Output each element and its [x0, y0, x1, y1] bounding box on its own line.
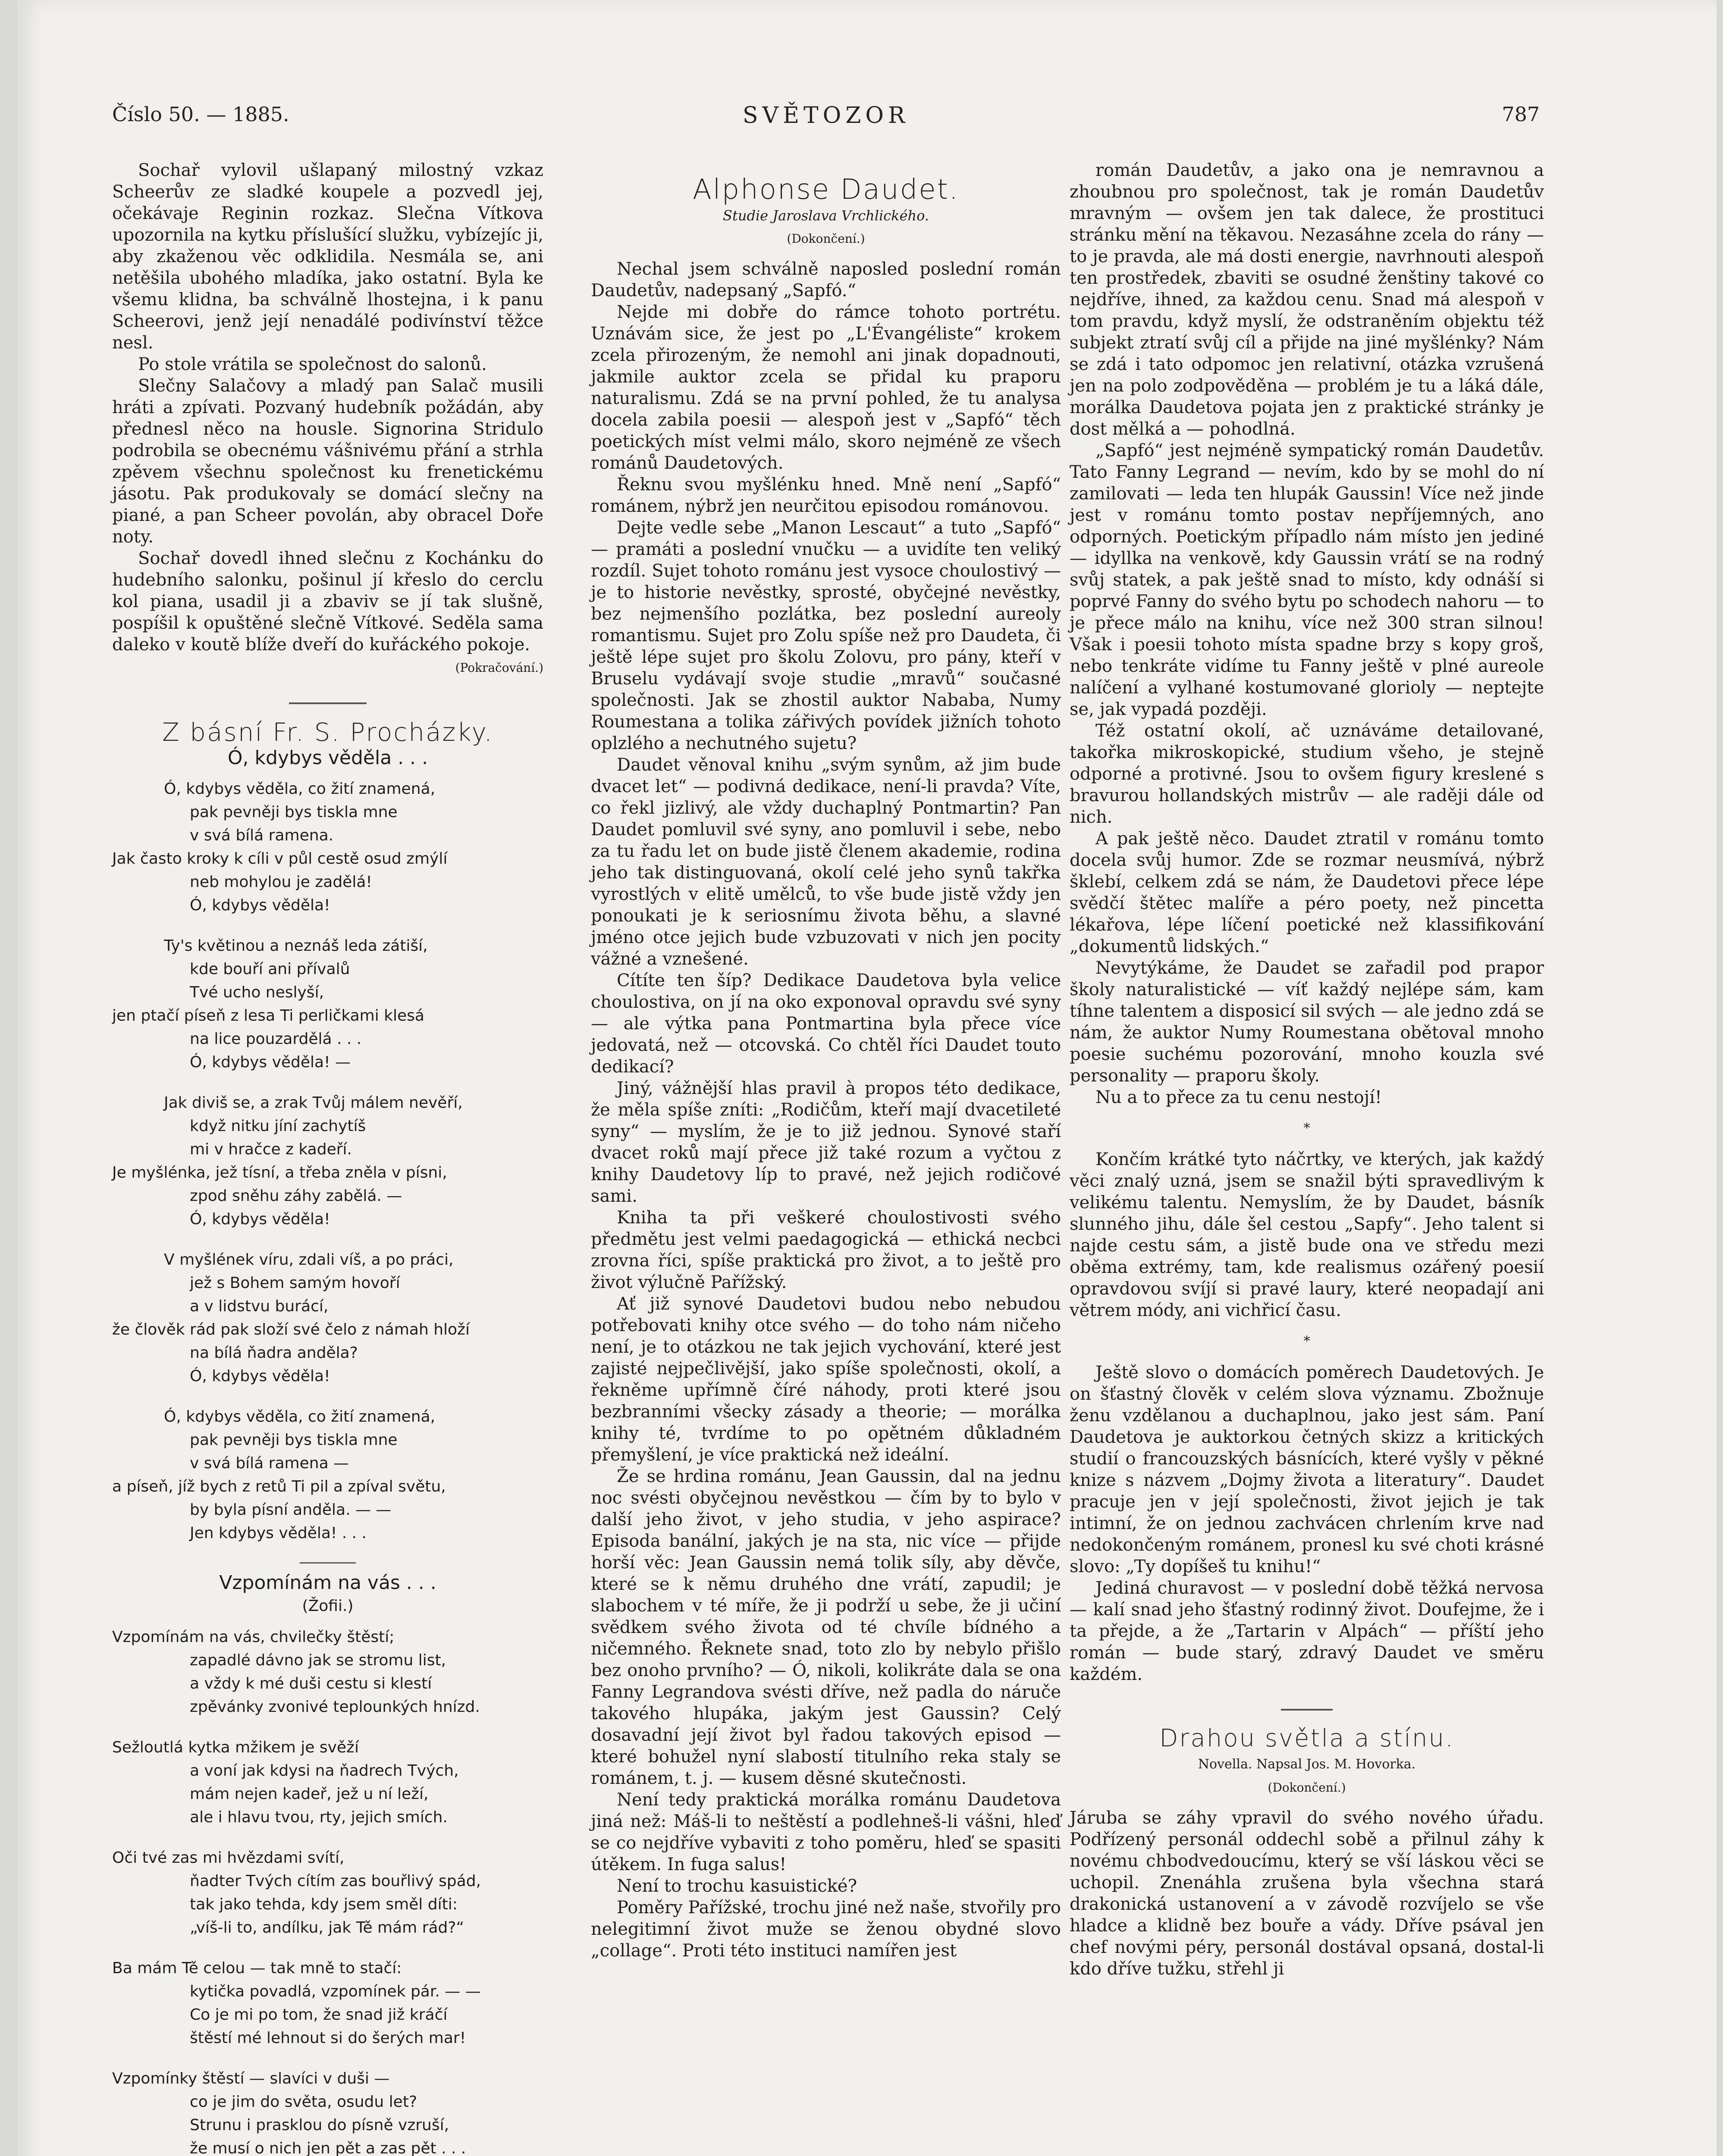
novella-concluded: (Dokončení.): [1268, 1780, 1346, 1795]
issue-number: Číslo 50. — 1885.: [112, 103, 289, 126]
poem-line: Sežloutlá kytka mžikem je svěží: [112, 1739, 359, 1756]
poem-line: kytička povadlá, vzpomínek pár. — —: [190, 1983, 481, 2000]
poem-stanza: [112, 1736, 543, 1829]
poem-line: jež s Bohem samým hovoří: [190, 1274, 400, 1292]
poem-stanza: [112, 777, 543, 917]
column-left: [112, 160, 543, 2156]
poem-line: Jen kdybys věděla! . . .: [190, 1524, 367, 1542]
paragraph: Nevytýkáme, že Daudet se zařadil pod prapor školy naturalistické — víť každý nejlépe sám, kam tíhne talentem a disposicí sil svých — ale jedno zdá se nám, že auktor Numy Roumestana obětoval mnoho poesie suchému pozorování, mnoho kouzla své personality — praporu školy.: [1070, 958, 1544, 1086]
poem2-title: Vzpomínám na vás . . .: [219, 1572, 436, 1594]
poem1-title: Ó, kdybys věděla . . .: [227, 747, 428, 769]
novella-text: Járuba se záhy vpravil do svého nového úřadu. Podřízený personál oddechl sobě a přilnul záhy k novému chbodvedoucímu, který se vší láskou věci se uchopil. Znenáhla zrušena byla všechna stará drakonická ustanovení a v závodě rozvíjelo se vše hladce a klidně bez bouře a vády. Dříve psával jen chef novými péry, personál dostával opsaná, dostal-li kdo dříve tužku, střehl ji: [1070, 1808, 1544, 1979]
paragraph: Jediná churavost — v poslední době těžká nervosa — kalí snad jeho šťastný rodinný život. Doufejme, že i ta přejde, a že „Tartarin v Alpách“ — příští jeho román — bude starý, zdravý Daudet ve směru každém.: [1070, 1578, 1544, 1684]
paragraph: Dejte vedle sebe „Manon Lescaut“ a tuto „Sapfó“ — pramáti a poslední vnučku — a uvidíte ten veliký rozdíl. Sujet tohoto románu jest vysoce choulostivý — je to historie nevěstky, sprosté, obyčejné nevěstky, bez nejmenšího pozlátka, bez poslední aureoly romantismu. Sujet pro Zolu spíše než pro Daudeta, či ještě lépe sujet pro školu Zolovu, pro pány, kteří v Bruselu vydávají svoje studie „mravů“ současné společnosti. Jak se zhostil auktor Nababa, Numy Roumestana a tolika zářivých povídek jižních tohoto oplzlého a nechutného sujetu?: [591, 518, 1061, 753]
paragraph: Řeknu svou myšlénku hned. Mně není „Sapfó“ románem, nýbrž jen neurčitou episodou románovou.: [591, 475, 1061, 516]
poem-line: zpěvánky zvonivé teplounkých hnízd.: [190, 1698, 480, 1716]
paragraph: Že se hrdina románu, Jean Gaussin, dal na jednu noc svésti obyčejnou nevěstkou — čím by to bylo v další jeho život, v jeho studia, v jeho aspirace? Episoda banální, jakých je na sta, nic více — přijde horší věc: Jean Gaussin nemá tolik síly, aby děvče, které se k němu druhého dne vrátí, zapudil; je slabochem v té míře, že ji podrží u sebe, že ji učiní svědkem svého života od té chvíle bídného a ničemného. Řeknete snad, toto zlo by nebylo přišlo bez onoho prvního? — Ó, nikoli, kolikráte dala se ona Fanny Legrandova svésti dříve, než padla do náruče takového hlupáka, jakým jest Gaussin? Celý dosavadní její život byl řadou takových episod — které bohužel nyní slabostí titulního reka staly se románem, t. j. — kusem děsné skutečnosti.: [591, 1467, 1061, 1788]
paragraph: Poměry Pařížské, trochu jiné než naše, stvořily pro nelegitimní život muže se ženou obydné slovo „collage“. Proti této instituci namířen jest: [591, 1898, 1061, 1961]
poem-line: a píseň, jíž bych z retů Ti pil a zpíval světu,: [112, 1478, 446, 1495]
poems-heading: Z básní Fr. S. Procházky.: [162, 718, 493, 747]
paragraph: Není to trochu kasuistické?: [617, 1876, 857, 1896]
continued-note: (Pokračování.): [455, 661, 543, 675]
poem-line: Ó, kdybys věděla!: [190, 1367, 330, 1385]
poem-line: Jak často kroky k cíli v půl cestě osud zmýlí: [112, 850, 448, 868]
poem-line: Ó, kdybys věděla! —: [190, 1053, 351, 1071]
divider: [300, 1562, 356, 1564]
story-continuation: [112, 160, 543, 655]
section-star: *: [1303, 1334, 1310, 1349]
novella-byline: Novella. Napsal Jos. M. Hovorka.: [1198, 1757, 1416, 1772]
poem-stanza: [112, 1626, 543, 1719]
poem-line: pak pevněji bys tiskla mne: [190, 803, 398, 821]
poem-line: ale i hlavu tvou, rty, jejich smích.: [190, 1808, 448, 1826]
poem-line: pak pevněji bys tiskla mne: [190, 1431, 398, 1449]
paragraph: Sochař vylovil ušlapaný milostný vzkaz Scheerův ze sladké koupele a pozvedl jej, očekávaje Reginin rozkaz. Slečna Vítkova upozornila na kytku příslušící služku, vybízejíc ji, aby zkaženou věc odklidila. Nesmála se, ani netěšila ubohého mladíka, jako ostatní. Byla ke všemu klidna, ba schválně lhostejna, i k panu Scheerovi, jenž její nenadálé podivínství těžce nesl.: [112, 160, 543, 353]
article-body-continued: [1070, 160, 1544, 1108]
paragraph: Jiný, vážnější hlas pravil à propos této dedikace, že měla spíše zníti: „Rodičům, kteří mají dvacetileté syny“ — myslím, že je to již jednou. Synové staří dvacet roků mají přece již také rozum a vyčtou z knihy Daudetovy líp to pravé, než jejich rodičové sami.: [591, 1078, 1061, 1206]
newspaper-page: [17, 0, 1717, 2156]
poem-line: Co je mi po tom, že snad již kráčí: [190, 2006, 448, 2024]
journal-title: SVĚTOZOR: [742, 103, 910, 128]
poem-line: Vzpomínám na vás, chvilečky štěstí;: [112, 1628, 395, 1646]
concluded-note: (Dokončení.): [787, 232, 865, 246]
poem-line: Ba mám Tě celou — tak mně to stačí:: [112, 1959, 402, 1977]
paragraph: „Sapfó“ jest nejméně sympatický román Daudetův. Tato Fanny Legrand — nevím, kdo by se mohl do ní zamilovati — leda ten hlupák Gaussin! Více než jinde jest v románu tomto postav nepříjemných, ano odporných. Poetickým případlo nám místo jen jediné — idyllka na venkově, kdy Gaussin vrátí se na rodný svůj statek, a pak ještě snad to místo, kdy odnáší si poprvé Fanny do svého bytu po schodech nahoru — to je přece málo na knihu, více než 300 stran silnou! Však i poesii tohoto místa spadne brzy s kopy groš, nebo tenkráte vidíme tu Fanny ještě v plné aureole nalíčení a vylhané kostumované glorioly — neptejte se, jak vypadá později.: [1070, 441, 1544, 719]
divider: [1281, 1709, 1333, 1711]
poem-line: zpod sněhu záhy zabělá. —: [190, 1187, 402, 1205]
poem-line: Strunu i prasklou do písně vzruší,: [190, 2116, 449, 2134]
poem-line: neb mohylou je zadělá!: [190, 873, 372, 891]
paragraph: Sochař dovedl ihned slečnu z Kochánku do hudebního salonku, pošinul jí křeslo do cerclu kol piana, usadil ji a zbaviv se jí tak slušně, pospíšil k opuštěné slečně Vítkové. Seděla sama daleko v koutě blíže dveří do kuřáckého pokoje.: [112, 548, 543, 655]
paragraph: Nechal jsem schválně naposled poslední román Daudetův, nadepsaný „Sapfó.“: [591, 259, 1061, 301]
poem-stanza: [112, 1248, 543, 1388]
poem-line: Vzpomínky štěstí — slavíci v duši —: [112, 2070, 390, 2087]
article-body-domestic: [1070, 1362, 1544, 1685]
poem-line: tak jako tehda, kdy jsem směl díti:: [190, 1896, 458, 1913]
poem-line: když nitku jíní zachytíš: [190, 1117, 366, 1135]
poem-line: Jak diviš se, a zrak Tvůj málem nevěří,: [164, 1094, 463, 1112]
article-byline: Studie Jaroslava Vrchlického.: [723, 207, 929, 224]
poem-line: jen ptačí píseň z lesa Ti perličkami klesá: [112, 1007, 424, 1025]
poem-line: v svá bílá ramena.: [190, 827, 334, 844]
section-star: *: [1303, 1121, 1310, 1136]
poem-line: a vždy k mé duši cestu si klestí: [190, 1675, 432, 1692]
paragraph: Daudet věnoval knihu „svým synům, až jim bude dvacet let“ — podivná dedikace, není-li pravda? Víte, co řekl jizlivý, ale vždy duchaplný Pontmartin? Pan Daudet pomluvil své syny, ano pomluvil i sebe, nebo za tu řadu let on bude jistě členem akademie, rodina jeho tak distinguovaná, okolí celé jeho synů takřka vyrostlých v elitě umělců, to vše bude jistě vždy jen ponoukati je k seriosnímu života běhu, a slavné jméno otce jejich bude vzbuzovati v nich jen pocity vážné a vznešené.: [591, 755, 1061, 969]
paragraph: Není tedy praktická morálka románu Daudetova jiná než: Máš-li to neštěstí a podlehneš-li vášni, hleď se co nejdříve vybaviti z toho poměru, hleď se spasiti útěkem. In fuga salus!: [591, 1790, 1061, 1874]
poem-stanza: [112, 1091, 543, 1231]
paragraph: Též ostatní okolí, ač uznáváme detailované, takořka mikroskopické, studium všeho, je stejně odporné a protivné. Jsou to ovšem figury kreslené s bravurou hollandských mistrův — ale raději dále od nich.: [1070, 721, 1544, 827]
paragraph: Nejde mi dobře do rámce tohoto portrétu. Uznávám sice, že jest po „L'Évangéliste“ krokem zcela přirozeným, že nemohl ani jinak dopadnouti, jakmile auktor zcela se přidal ku praporu naturalismu. Zdá se na první pohled, že tu analysa docela zabila poesii — alespoň jest v „Sapfó“ těch poetických míst velmi málo, skoro nejméně ze všech románů Daudetových.: [591, 302, 1061, 473]
paragraph: A pak ještě něco. Daudet ztratil v románu tomto docela svůj humor. Zde se rozmar neusmívá, nýbrž šklebí, celkem zdá se nám, že Daudetovi přece lépe svědčí štětec malíře a péro poety, než pincetta lékařova, lépe líčení poetické než klassifikování „dokumentů lidských.“: [1070, 829, 1544, 956]
poem-line: v svá bílá ramena —: [190, 1454, 349, 1472]
column-right: [1070, 160, 1544, 1980]
poem-line: by byla písní anděla. — —: [190, 1501, 392, 1519]
poem-line: a vonı́ jak kdysi na ňadrech Tvých,: [190, 1762, 459, 1780]
poem-stanza: [112, 1957, 543, 2050]
page-header: [112, 103, 1540, 137]
poem-line: Ó, kdybys věděla!: [190, 896, 330, 914]
poem-stanza: [112, 2067, 543, 2156]
poem-line: že člověk rád pak složí své čelo z námah hloží: [112, 1321, 470, 1338]
paragraph: Nu a to přece za tu cenu nestojí!: [1095, 1087, 1382, 1107]
poem-line: kde bouří ani přívalů: [190, 960, 350, 978]
poem-line: Oči tvé zas mi hvězdami svítí,: [112, 1849, 345, 1867]
poem-line: na bílá ňadra anděla?: [190, 1344, 358, 1362]
page-number: 787: [1502, 103, 1540, 126]
poem-line: Tvé ucho neslyší,: [190, 984, 324, 1001]
poem-line: že musí o nich jen pět a zas pět . . .: [190, 2140, 466, 2156]
paragraph: Ještě slovo o domácích poměrech Daudetových. Je on šťastný člověk v celém slova významu. Zbožnuje ženu vzdělanou a duchaplnou, jako jest sám. Paní Daudetova je auktorkou četných skizz a kritických studií o francouzských básnících, které vyšly v pěkné knize s názvem „Dojmy života a literatury“. Daudet pracuje jen v její společnosti, život jejich je tak intimní, že on jednou zachvácen chrlením krve nad nedokončeným románem, pronesl ku své choti krásné slovo: „Ty dopíšeš tu knihu!“: [1070, 1363, 1544, 1576]
article-body: [591, 258, 1061, 1962]
paragraph: Slečny Salačovy a mladý pan Salač musili hráti a zpívati. Pozvaný hudebník požádán, aby přednesl něco na housle. Signorina Stridulo podrobila se obecnému vášnivému přání a strhla zpěvem všechnu společnost ku frenetickému jásotu. Pak produkovaly se domácí slečny na piané, a pan Scheer povolán, aby obracel Doře noty.: [112, 376, 543, 547]
poem-line: zapadlé dávno jak se stromu list,: [190, 1651, 446, 1669]
poem2: [112, 1626, 543, 2156]
paragraph: Končím krátké tyto náčrtky, ve kterých, jak každý věci znalý uzná, jsem se snažil býti spravedlivým k velikému talentu. Nemyslím, že by Daudet, básník slunného jihu, dále šel cestou „Sapfy“. Jeho talent si najde cestu sám, a jistě bude ona ve středu mezi oběma extrémy, tam, kde realismus ozářený poesií opravdovou svíjí si pravé laury, které neopadají ani větrem módy, ani vichřicí času.: [1070, 1150, 1544, 1320]
paragraph: Po stole vrátila se společnost do salonů.: [138, 354, 487, 374]
poem-stanza: [112, 934, 543, 1074]
poem-line: V myšlének víru, zdali víš, a po práci,: [164, 1251, 454, 1269]
poem-line: na lice pouzardělá . . .: [190, 1030, 362, 1048]
article-title: Alphonse Daudet.: [692, 174, 960, 206]
novella-title: Drahou světla a stínu.: [1159, 1724, 1454, 1752]
article-body-conclusion: [1070, 1149, 1544, 1321]
poem-line: Ó, kdybys věděla, co žití znamená,: [164, 1408, 436, 1426]
paragraph: Ať již synové Daudetovi budou nebo nebudou potřebovati knihy otce svého — do toho nám ničeho není, je to otázkou ne tak jejich vychování, které jest zajisté nejpečlivější, jako spíše společnosti, okolí, a řekněme upřímně číré náhody, proti které jsou bezbranními všecky zásady a theorie; — morálka knihy té, tvrdíme to po opětném důkladném přemyšlení, je více praktická než ideální.: [591, 1294, 1061, 1465]
poem-line: a v lidstvu burácí,: [190, 1297, 329, 1315]
paragraph: Cítíte ten šíp? Dedikace Daudetova byla velice choulostiva, on jí na oko exponoval opravdu své syny — ale výtka pana Pontmartina byla přece více jedovatá, než — otcovská. Co chtěl říci Daudet touto dedikací?: [591, 971, 1061, 1077]
poem-line: Ó, kdybys věděla, co žití znamená,: [164, 780, 436, 798]
poem-line: co je jim do světa, osudu let?: [190, 2093, 417, 2111]
paragraph: Kniha ta při veškeré choulostivosti svého předmětu jest velmi paedagogická — ethická necbci zrovna říci, spíše praktická pro život, a to ještě pro život výlučně Pařížský.: [591, 1208, 1061, 1292]
paragraph: román Daudetův, a jako ona je nemravnou a zhoubnou pro společnost, tak je román Daudetův mravným — ovšem jen tak dalece, že prostituci stránku mění na těkavou. Nezasáhne zcela do rány — to je pravda, ale má dosti energie, navrhnouti alespoň ten prostředek, zbaviti se osudné ženštiny takové co nejdříve, ihned, za každou cenu. Snad má alespoň v tom pravdu, když myslí, že odstraněním objektu též subjekt ztratí svůj cíl a přijde na jiné myšlénky? Nám se zdá i tato odpomoc jen relativní, otázka vzrušená jen na polo zodpověděna — problém je tu a láká dále, morálka Daudetova pojata jen z praktické stránky je dost mělká a — pohodlná.: [1070, 160, 1544, 439]
poem-stanza: [112, 1405, 543, 1545]
poem-line: Je myšlénka, jež tísní, a třeba zněla v písni,: [112, 1164, 447, 1181]
poem1: [112, 777, 543, 1545]
poem-line: mám nejen kadeř, jež u ní leží,: [190, 1785, 429, 1803]
column-middle: [591, 160, 1061, 1962]
poem2-dedication: (Žofii.): [302, 1597, 354, 1615]
poem-stanza: [112, 1846, 543, 1940]
poem-line: mi v hračce z kadeří.: [190, 1141, 352, 1158]
poem-line: Ty's květinou a neznáš leda zátiší,: [164, 937, 428, 955]
poem-line: „víš-li to, andílku, jak Tě mám rád?“: [190, 1919, 464, 1937]
poem-line: Ó, kdybys věděla!: [190, 1210, 330, 1228]
divider: [289, 702, 367, 704]
poem-line: ňadter Tvých cítím zas bouřlivý spád,: [190, 1872, 481, 1890]
poem-line: štěstí mé lehnout si do šerých mar!: [190, 2029, 466, 2047]
